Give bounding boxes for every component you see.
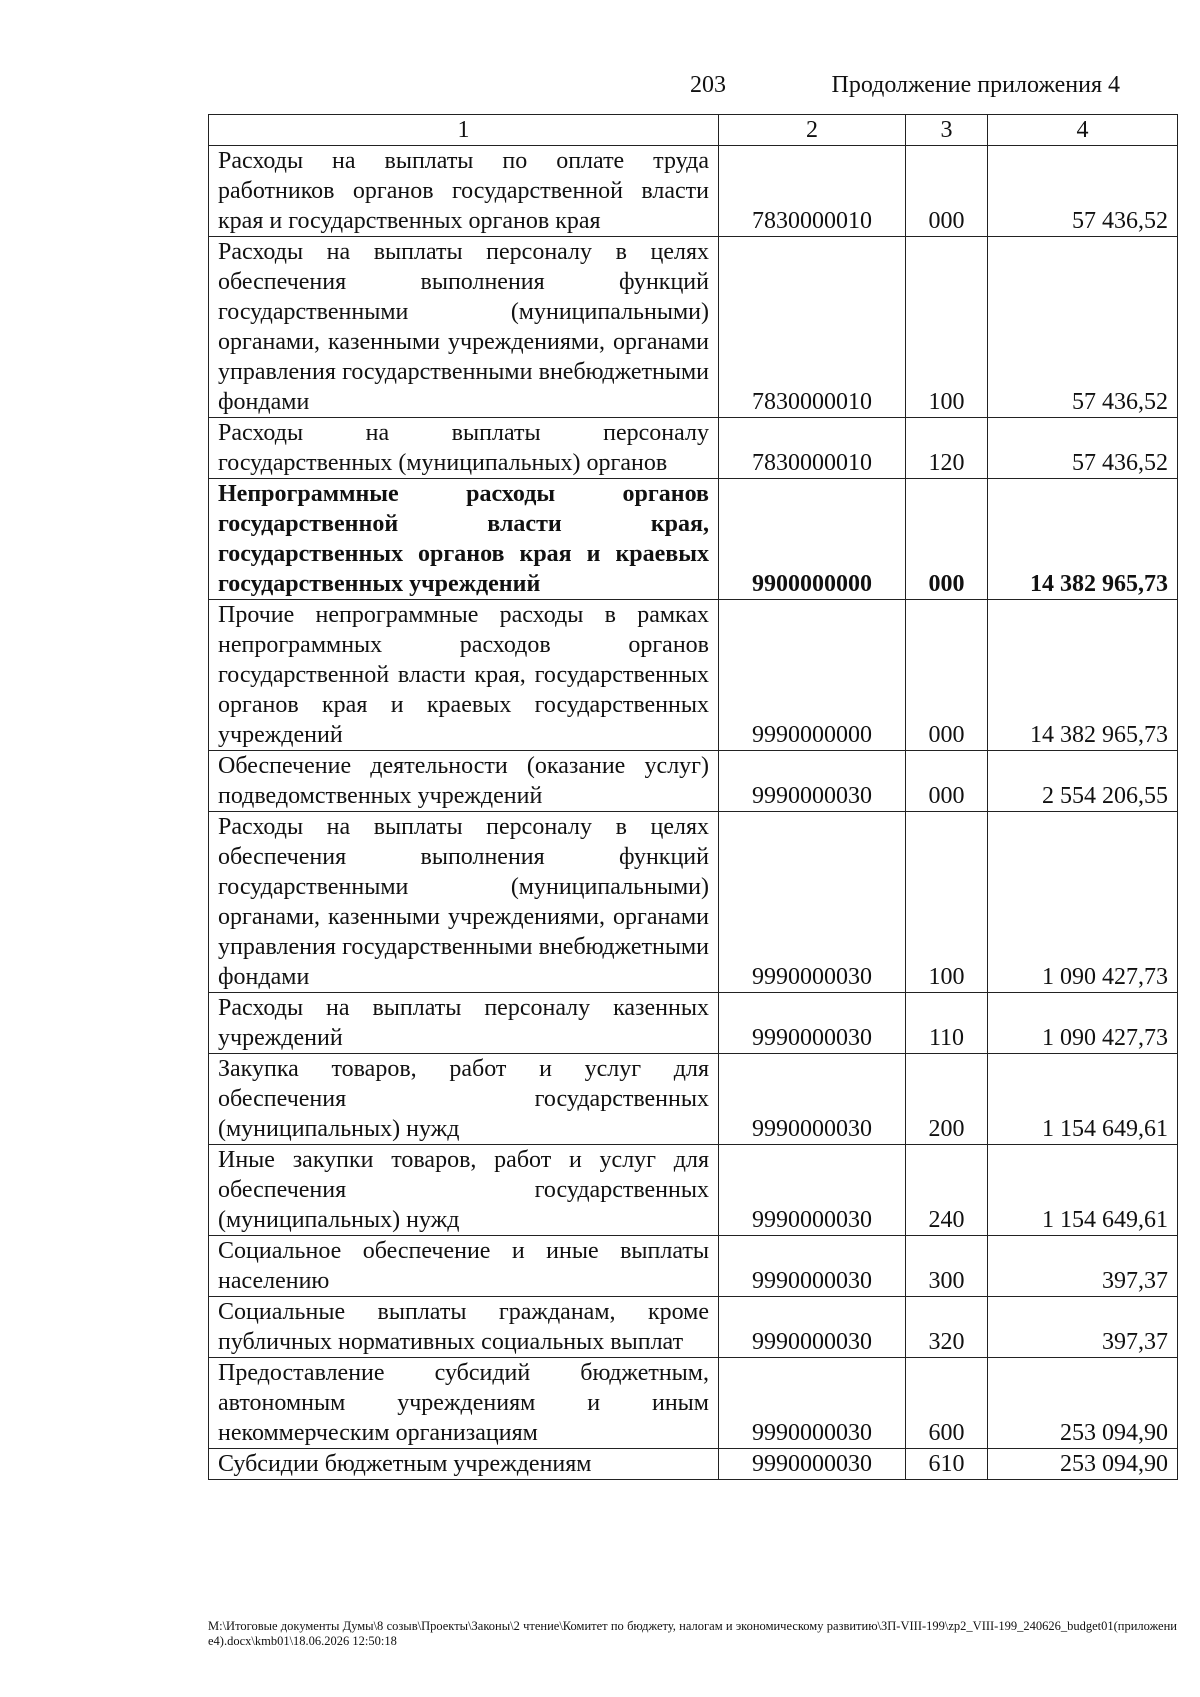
row-amount: 57 436,52 (988, 418, 1178, 479)
row-amount: 1 090 427,73 (988, 993, 1178, 1054)
row-target-code: 9990000030 (719, 1236, 906, 1297)
row-target-code: 7830000010 (719, 418, 906, 479)
column-header: 4 (988, 115, 1178, 146)
row-description: Обеспечение деятельности (оказание услуг) подведомственных учреждений (209, 751, 719, 812)
row-target-code: 9990000030 (719, 1297, 906, 1358)
row-expense-type: 000 (906, 600, 988, 751)
table-row (209, 418, 1178, 479)
row-description: Иные закупки товаров, работ и услуг для обеспечения государственных (муниципальных) нужд (209, 1145, 719, 1236)
column-number-row (209, 115, 1178, 146)
column-header: 1 (209, 115, 719, 146)
row-description: Закупка товаров, работ и услуг для обеспечения государственных (муниципальных) нужд (209, 1054, 719, 1145)
row-description: Субсидии бюджетным учреждениям (209, 1449, 719, 1480)
row-amount: 57 436,52 (988, 237, 1178, 418)
budget-table (208, 114, 1178, 1480)
row-target-code: 9990000030 (719, 1358, 906, 1449)
row-amount: 57 436,52 (988, 146, 1178, 237)
row-expense-type: 100 (906, 237, 988, 418)
row-expense-type: 000 (906, 751, 988, 812)
row-expense-type: 110 (906, 993, 988, 1054)
row-expense-type: 610 (906, 1449, 988, 1480)
row-amount: 2 554 206,55 (988, 751, 1178, 812)
table-row (209, 1145, 1178, 1236)
row-expense-type: 320 (906, 1297, 988, 1358)
table-row (209, 1297, 1178, 1358)
row-target-code: 9990000030 (719, 1145, 906, 1236)
table-row (209, 146, 1178, 237)
row-amount: 253 094,90 (988, 1449, 1178, 1480)
row-amount: 1 154 649,61 (988, 1145, 1178, 1236)
column-header: 3 (906, 115, 988, 146)
row-expense-type: 240 (906, 1145, 988, 1236)
row-target-code: 9990000030 (719, 812, 906, 993)
row-target-code: 9900000000 (719, 479, 906, 600)
row-amount: 14 382 965,73 (988, 479, 1178, 600)
row-description: Расходы на выплаты персоналу в целях обеспечения выполнения функций государственными (муниципальными) органами, казенными учреждениями, органами управления государственными внебюджетными фондами (209, 812, 719, 993)
row-description: Социальное обеспечение и иные выплаты населению (209, 1236, 719, 1297)
row-amount: 397,37 (988, 1236, 1178, 1297)
row-description: Расходы на выплаты персоналу казенных учреждений (209, 993, 719, 1054)
row-description: Расходы на выплаты по оплате труда работников органов государственной власти края и государственных органов края (209, 146, 719, 237)
row-description: Расходы на выплаты персоналу государственных (муниципальных) органов (209, 418, 719, 479)
row-expense-type: 000 (906, 146, 988, 237)
table-row (209, 812, 1178, 993)
row-amount: 14 382 965,73 (988, 600, 1178, 751)
row-amount: 253 094,90 (988, 1358, 1178, 1449)
continuation-label: Продолжение приложения 4 (831, 72, 1120, 98)
table-row (209, 237, 1178, 418)
row-target-code: 9990000030 (719, 993, 906, 1054)
row-target-code: 9990000000 (719, 600, 906, 751)
row-target-code: 9990000030 (719, 1054, 906, 1145)
table-row (209, 1449, 1178, 1480)
row-amount: 1 090 427,73 (988, 812, 1178, 993)
table-row (209, 479, 1178, 600)
row-amount: 397,37 (988, 1297, 1178, 1358)
table-row (209, 1054, 1178, 1145)
row-amount: 1 154 649,61 (988, 1054, 1178, 1145)
row-description: Непрограммные расходы органов государственной власти края, государственных органов края и краевых государственных учреждений (209, 479, 719, 600)
table-row (209, 1236, 1178, 1297)
row-expense-type: 300 (906, 1236, 988, 1297)
row-expense-type: 120 (906, 418, 988, 479)
row-description: Предоставление субсидий бюджетным, автономным учреждениям и иным некоммерческим организациям (209, 1358, 719, 1449)
row-expense-type: 000 (906, 479, 988, 600)
row-expense-type: 600 (906, 1358, 988, 1449)
row-description: Прочие непрограммные расходы в рамках непрограммных расходов органов государственной власти края, государственных органов края и краевых государственных учреждений (209, 600, 719, 751)
row-target-code: 9990000030 (719, 751, 906, 812)
row-expense-type: 200 (906, 1054, 988, 1145)
page-number: 203 (690, 72, 726, 98)
row-description: Расходы на выплаты персоналу в целях обеспечения выполнения функций государственными (муниципальными) органами, казенными учреждениями, органами управления государственными внебюджетными фондами (209, 237, 719, 418)
table-body (209, 146, 1178, 1480)
table-row (209, 600, 1178, 751)
row-target-code: 7830000010 (719, 146, 906, 237)
row-expense-type: 100 (906, 812, 988, 993)
table-row (209, 993, 1178, 1054)
row-target-code: 9990000030 (719, 1449, 906, 1480)
table-row (209, 751, 1178, 812)
column-header: 2 (719, 115, 906, 146)
table-row (209, 1358, 1178, 1449)
file-path-footer: М:\Итоговые документы Думы\8 созыв\Проекты\Законы\2 чтение\Комитет по бюджету, налогам и экономическому развитию\ЗП-VIII-199\zp2_VIII-199_240626_budget01(приложение4).docx\kmb01\18.06.2026 12:50:18 (208, 1619, 1177, 1648)
row-description: Социальные выплаты гражданам, кроме публичных нормативных социальных выплат (209, 1297, 719, 1358)
row-target-code: 7830000010 (719, 237, 906, 418)
